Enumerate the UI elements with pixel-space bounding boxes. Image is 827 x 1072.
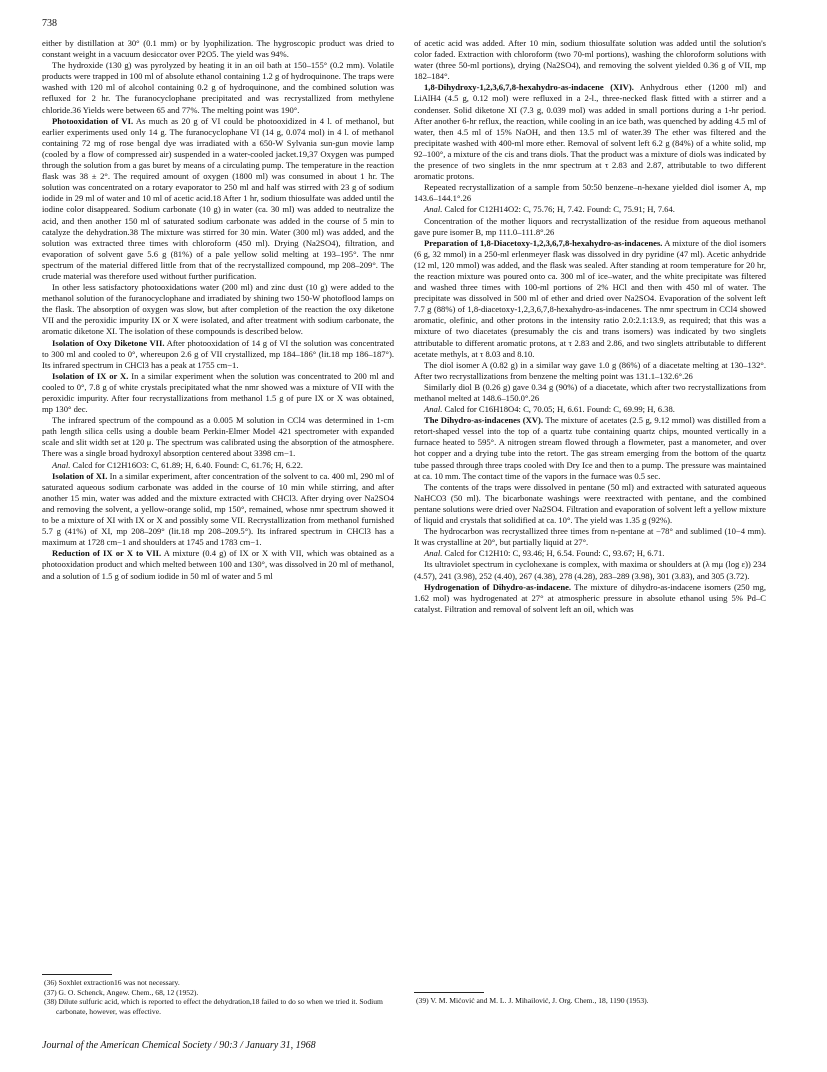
paragraph [42,38,394,60]
paragraph [414,482,766,526]
section-heading: Isolation of Oxy Diketone VII. [52,337,165,348]
paragraph [414,559,766,581]
paragraph [42,415,394,459]
paragraph [42,60,394,115]
paragraph-text: Calcd for C12H16O3: C, 61.89; H, 6.40. Found: C, 61.76; H, 6.22. [70,459,303,470]
section-heading: The Dihydro-as-indacenes (XV). [424,415,544,426]
footnote: (39) V. M. Mićović and M. L. J. Mihailović, J. Org. Chem., 18, 1190 (1953). [416,996,649,1005]
paragraph-text: of acetic acid was added. After 10 min, sodium thiosulfate solution was added until the solution's color faded. Extraction with chloroform (two 70-ml portions), washing the chloroform solutions with water (three 50-ml portions), drying (Na2SO4), and removing the solvent yielded 0.36 g of VII, mp 182–184°. [414,38,766,82]
paragraph [414,526,766,548]
paragraph-text: Calcd for C12H10: C, 93.46; H, 6.54. Found: C, 93.67; H, 6.71. [442,548,665,559]
paragraph [42,116,394,282]
journal-footer: Journal of the American Chemical Society / 90:3 / January 31, 1968 [42,1040,316,1051]
section-heading: Photooxidation of VI. [52,115,134,126]
paragraph [414,204,766,215]
section-heading: Isolation of IX or X. [52,370,129,381]
paragraph [414,216,766,238]
section-heading: 1,8-Dihydroxy-1,2,3,6,7,8-hexahydro-as-indacene (XIV). [424,82,634,93]
paragraph-text: The diol isomer A (0.82 g) in a similar way gave 1.0 g (86%) of a diacetate melting at 130–132°. After two recrystallizations from benzene the melting point was 131.1–132.6°.26 [414,359,766,381]
footnote: (37) G. O. Schenck, Angew. Chem., 68, 12 (1952). [44,987,199,997]
paragraph-text: The contents of the traps were dissolved in pentane (50 ml) and extracted with saturated aqueous NaHCO3 (50 ml). The bicarbonate washings were reextracted with pentane, and the combined pentane solutions were dried over Na2SO4. Filtration and evaporation of solvent left a yellow mixture of liquid and crystals that solidified at ca. 10°. The yield was 1.35 g (92%). [414,481,766,526]
section-heading: Hydrogenation of Dihydro-as-indacene. [424,581,572,592]
paragraph-text: The mixture of dihydro-as-indacene isomers (250 mg, 1.62 mol) was hydrogenated at 27° at atmospheric pressure in absolute ethanol using 5% Pd–C catalyst. Filtration and removal of solvent left an oil, which was [414,581,766,614]
paragraph-text: Similarly diol B (0.26 g) gave 0.34 g (90%) of a diacetate, which after two recrystallizations from methanol melted at 148.6–150.0°.26 [414,381,766,403]
paragraph [42,471,394,549]
paragraph-text: either by distillation at 30° (0.1 mm) or by lyophilization. The hygroscopic product was dried to constant weight in a vacuum desiccator over P2O5. The yield was 94%. [42,38,394,60]
paragraph-text: Anhydrous ether (1200 ml) and LiAlH4 (4.5 g, 0.12 mol) were refluxed in a 2-l., three-necked flask fitted with a stirrer and a condenser. Solid diketone XI (7.3 g, 0.039 mol) was added in small portions during a 1-hr period. After another 6-hr reflux, the reaction, while cooling in an ice bath, was quenched by adding 4.5 ml of water, then 4.5 ml of 15% NaOH, and then 13.5 ml of water.39 The ether was filtered and the precipitate washed with 400-ml more ether. Removal of solvent left 6.2 g (84%) of a white solid, mp 92–100°, a mixture of the cis and trans diols. That the product was a mixture of diols was indicated by the presence of two singlets in the nmr spectrum at τ 2.83 and 2.87, attributable to two different aromatic protons. [414,82,766,182]
paragraph-text: A mixture of the diol isomers (6 g, 32 mmol) in a 250-ml erlenmeyer flask was dissolved in dry pyridine (47 ml). Acetic anhydride (12 ml, 120 mmol) was added, and the flask was sealed. After standing at room temperature for 20 hr, the reaction mixture was poured onto ca. 300 ml of ice–water, and the white precipitate was filtered and washed three times with 100-ml portions of 2% HCl and then with 450 ml of water. The precipitate was dissolved in 500 ml of ether and dried over Na2SO4. Evaporation of the solvent left 7.7 g (88%) of 1,8-diacetoxy-1,2,3,6,7,8-hexahydro-as-indacenes. The nmr spectrum in CCl4 showed aromatic, olefinic, and other protons in the intensity ratio 2.0:2.1:13.9, as required; that this was a mixture of two diacetates (presumably the cis and trans isomers) was indicated by two singlets attributable to different aromatic protons, at τ 2.83 and 2.86, and two singlets attributable to different acetate methyls, at τ 8.03 and 8.10. [414,237,767,359]
footnote-rule [42,974,112,975]
section-heading: Preparation of 1,8-Diacetoxy-1,2,3,6,7,8-hexahydro-as-indacenes. [424,237,663,248]
paragraph [414,360,766,382]
paragraph [414,382,766,404]
footnotes-left [42,974,394,1016]
footnote: (38) Dilute sulfuric acid, which is reported to effect the dehydration,18 failed to do so when we tried it. Sodium carbonate, however, was effective. [44,997,383,1016]
paragraph [414,182,766,204]
paragraph [414,238,766,360]
paragraph [42,548,394,581]
paragraph-text: In other less satisfactory photooxidations water (200 ml) and zinc dust (10 g) were added to the methanol solution of the furanocyclophane and irradiated by shining two 150-W photoflood lamps on the flask. The absorption of oxygen was slow, but after completion of the reaction the oxy diketone VII and the peroxidic impurity IX or X were isolated, and after treatment with sodium carbonate, the aromatic diketone XI. The isolation of these compounds is described below. [42,282,394,337]
paragraph-text: A mixture (0.4 g) of IX or X with VII, which was obtained as a photooxidation product and which melted between 100 and 130°, was dissolved in 20 ml of methanol, and a solution of 1.5 g of sodium iodide in 50 ml of water and 5 ml [42,548,395,581]
paragraph-text: The mixture of acetates (2.5 g, 9.12 mmol) was distilled from a retort-shaped vessel into the top of a quartz tube containing quartz chips, mounted vertically in a furnace heated to 595°. A nitrogen stream flowed through a flowmeter, past a manometer, and over hot copper and a drying tube into the retort. The gas stream emerging from the bottom of the quartz tube passed through three traps cooled with Dry Ice and then to a pump. The pressure was maintained at ca. 10 mm. The contact time of the vapors in the furnace was 0.5 sec. [414,415,766,481]
section-heading: Isolation of XI. [52,470,108,481]
left-column [42,38,394,582]
paragraph-text: Calcd for C16H18O4: C, 70.05; H, 6.61. Found: C, 69.99; H, 6.38. [442,404,675,415]
paragraph [42,460,394,471]
paragraph [414,82,766,182]
paragraph-text: As much as 20 g of VI could be photooxidized in 4 l. of methanol, but earlier experiments used only 14 g. The furanocyclophane VI (14 g, 0.074 mol) in 4 l. of methanol containing 72 mg of rose bengal dye was irradiated with a 650-W Sylvania sun-gun movie lamp (cooled by a flow of compressed air) suspended in a water-cooled jacket.19,37 Oxygen was pumped through the solution from a gas buret by means of a circulating pump. The temperature in the reaction flask was 38 ± 2°. The required amount of oxygen (1800 ml) was consumed in about 1 hr. The solution was concentrated on a rotary evaporator to 250 ml and half was stirred with 23 g of sodium iodide in 29 ml of water and 10 ml of acetic acid.18 After 1 hr, sodium thiosulfate was added until the iodine color disappeared. Sodium carbonate (10 g) in water (ca. 30 ml) was added to neutralize the acid, and then another 150 ml of saturated sodium carbonate was added in the course of 5 min to catalyze the dehydration.38 The mixture was stirred for 30 min. Water (300 ml) was added, and the solution was extracted three times with chloroform (450 ml). Drying (Na2SO4), filtration, and evaporation of solvent gave 5.6 g (81%) of a pale yellow solid melting at 193–195°. The nmr spectrum of the material differed little from that of the recrystallized compound, mp 208–209°. The crude material was therefore used without further purification. [42,115,394,281]
paragraph-text: In a similar experiment, after concentration of the solvent to ca. 400 ml, 290 ml of saturated aqueous sodium carbonate was added in the course of 10 min while stirring, and after another 15 min, water was added and the mixture extracted with CHCl3. After drying over Na2SO4 and removing the solvent, a yellow-orange solid, mp 150°, remained, whose nmr spectrum showed it to be a mixture of XI with IX or X and possibly some VII. Recrystallization from methanol furnished 5.7 g (41%) of XI, mp 208–209° (lit.18 mp 208–209.5°). Its infrared spectrum in CHCl3 has a maximum at 1728 cm−1 and shoulders at 1745 and 1783 cm−1. [42,470,394,548]
paragraph [414,38,766,82]
paragraph [42,371,394,415]
paragraph-text: The hydrocarbon was recrystallized three times from n-pentane at −78° and sublimed (10−4 mm). It was crystalline at 20°, but partially liquid at 27°. [414,526,766,548]
right-column [414,38,766,615]
paragraph-text: After photooxidation of 14 g of VI the solution was concentrated to 300 ml and cooled to 0°, whereupon 2.6 g of VII crystallized, mp 184–186° (lit.18 mp 186–187°). Its infrared spectrum in CHCl3 has a peak at 1755 cm−1. [42,337,395,370]
analysis-label: Anal. [424,548,443,559]
paragraph [414,415,766,482]
paragraph-text: Its ultraviolet spectrum in cyclohexane is complex, with maxima or shoulders at (λ mμ (log ε)) 234 (4.57), 241 (3.98), 252 (4.40), 267 (4.38), 278 (4.28), 283–289 (3.98), 301 (3.83), and 305 (3.72). [414,559,766,581]
paragraph [414,548,766,559]
paragraph [414,582,766,615]
paragraph-text: In a similar experiment when the solution was concentrated to 200 ml and cooled to 0°, 7.8 g of white crystals precipitated what the nmr showed was a mixture of VII with the peroxidic impurity. After four recrystallizations from methanol 1.5 g of pure IX or X was obtained, mp 130° dec. [42,370,395,415]
paragraph-text: Calcd for C12H14O2: C, 75.76; H, 7.42. Found: C, 75.91; H, 7.64. [442,204,675,215]
paragraph [42,338,394,371]
paragraph-text: The infrared spectrum of the compound as a 0.005 M solution in CCl4 was determined in 1-cm path length silica cells using a double beam Perkin-Elmer Model 421 spectrometer with expanded scale and slit width set at 120 μ. The spectrum was calibrated using the absorption of the atmosphere. There was a single broad hydroxyl absorption centered about 3398 cm−1. [42,415,394,459]
analysis-label: Anal. [52,459,71,470]
analysis-label: Anal. [424,204,443,215]
paragraph-text: The hydroxide (130 g) was pyrolyzed by heating it in an oil bath at 150–155° (0.2 mm). Volatile products were trapped in 100 ml of absolute ethanol containing 1.2 g of hydroquinone. The traps were washed with 120 ml of alcohol containing 0.2 g of hydroquinone, and the combined solution was refluxed for 2 hr. The furanocyclophane precipitated and was recrystallized from methylene chloride.36 Yields were between 65 and 77%. The melting point was 190°. [42,60,394,115]
paragraph-text: Concentration of the mother liquors and recrystallization of the residue from aqueous methanol gave pure isomer B, mp 111.0–111.8°.26 [414,215,766,237]
footnotes-right [414,992,766,1006]
page-number: 738 [42,18,57,29]
footnote-rule [414,992,484,993]
paragraph [42,282,394,337]
paragraph-text: Repeated recrystallization of a sample from 50:50 benzene–n-hexane yielded diol isomer A, mp 143.6–144.1°.26 [414,182,766,204]
analysis-label: Anal. [424,404,443,415]
section-heading: Reduction of IX or X to VII. [52,548,162,559]
footnote: (36) Soxhlet extraction16 was not necessary. [44,978,180,987]
paragraph [414,404,766,415]
